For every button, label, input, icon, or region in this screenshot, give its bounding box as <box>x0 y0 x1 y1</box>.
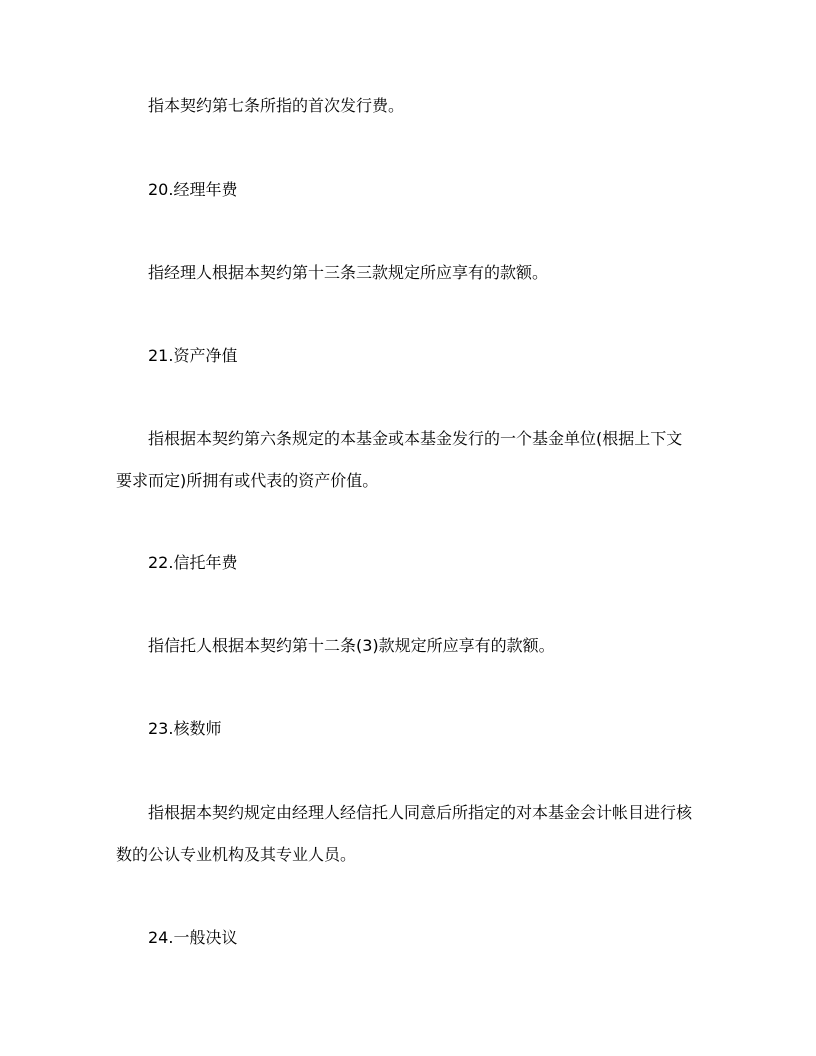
paragraph-text: 要求而定)所拥有或代表的资产价值。 <box>116 471 379 490</box>
paragraph-text: 指根据本契约规定由经理人经信托人同意后所指定的对本基金会计帐目进行核 <box>148 803 693 822</box>
paragraph-text: 指根据本契约第六条规定的本基金或本基金发行的一个基金单位(根据上下文 <box>148 429 683 448</box>
section-heading: 22.信托年费 <box>148 553 238 572</box>
section-heading: 20.经理年费 <box>148 180 238 199</box>
paragraph-text: 数的公认专业机构及其专业人员。 <box>116 845 357 864</box>
section-heading: 21.资产净值 <box>148 346 238 365</box>
section-heading: 24.一般决议 <box>148 928 238 947</box>
paragraph-text: 指本契约第七条所指的首次发行费。 <box>148 96 405 115</box>
paragraph-text: 指经理人根据本契约第十三条三款规定所应享有的款额。 <box>148 263 549 282</box>
section-heading: 23.核数师 <box>148 719 222 738</box>
paragraph-text: 指信托人根据本契约第十二条(3)款规定所应享有的款额。 <box>148 636 555 655</box>
